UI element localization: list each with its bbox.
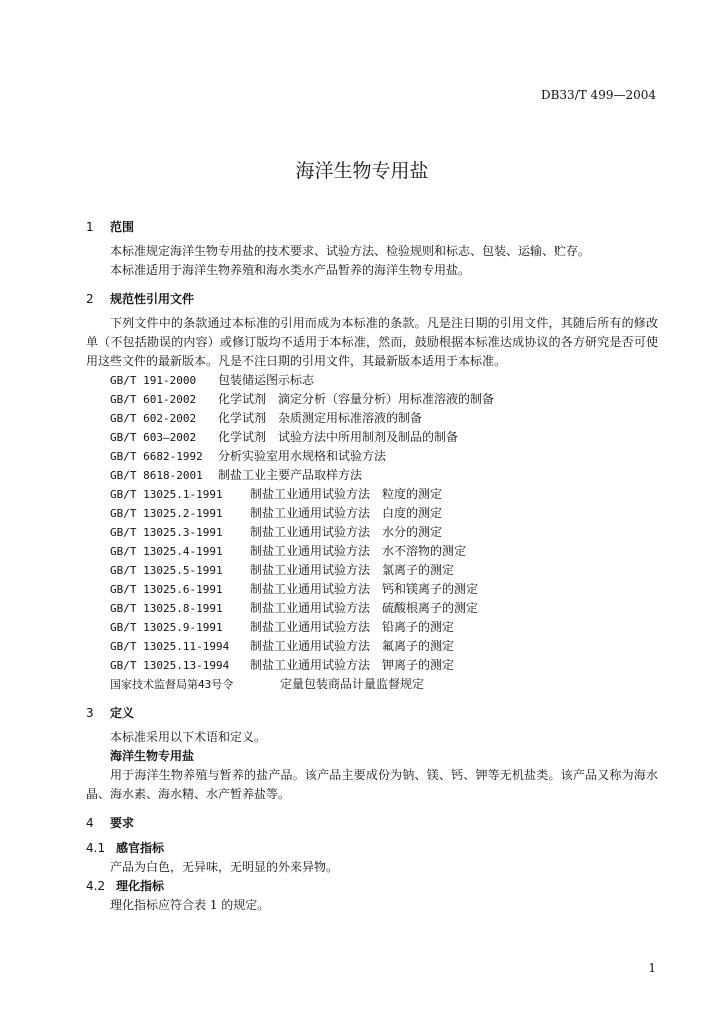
reference-code: GB/T 191-2000 [110,374,197,387]
reference-code: GB/T 602-2002 [110,412,197,425]
subsection-number: 4.1 [86,841,106,855]
reference-item [86,485,658,504]
reference-title: 制盐工业通用试验方法 硫酸根离子的测定 [250,601,479,615]
reference-title: 制盐工业通用试验方法 水不溶物的测定 [250,544,467,558]
reference-list [86,371,658,694]
reference-item [86,675,658,694]
page-number: 1 [648,961,656,975]
reference-item [86,371,658,390]
reference-code: GB/T 603—2002 [110,431,197,444]
reference-title: 制盐工业通用试验方法 钾离子的测定 [250,658,455,672]
reference-code: GB/T 6682-1992 [110,450,203,463]
reference-title: 制盐工业通用试验方法 铅离子的测定 [250,620,455,634]
reference-item [86,409,658,428]
term-name: 海洋生物专用盐 [110,749,195,763]
reference-code: GB/T 8618-2001 [110,469,203,482]
section-title: 要求 [110,816,135,830]
reference-title: 制盐工业通用试验方法 白度的测定 [250,506,443,520]
reference-title: 制盐工业通用试验方法 粒度的测定 [250,487,443,501]
reference-title: 制盐工业通用试验方法 氟离子的测定 [250,639,455,653]
subsection-heading [86,877,658,896]
section-title: 规范性引用文件 [110,292,195,306]
reference-item [86,580,658,599]
section-heading [86,218,658,237]
term-definition: 用于海洋生物养殖与暂养的盐产品。该产品主要成份为钠、镁、钙、钾等无机盐类。该产品又称为海水晶、海水素、海水精、水产暂养盐等。 [86,768,658,801]
reference-code: GB/T 13025.1-1991 [110,488,223,501]
reference-item [86,390,658,409]
section-heading [86,290,658,309]
subsection-title: 感官指标 [116,841,165,855]
reference-code: GB/T 13025.4-1991 [110,545,223,558]
paragraph: 本标准采用以下术语和定义。 [110,730,267,744]
section-number: 3 [86,706,94,720]
paragraph: 理化指标应符合表 1 的规定。 [110,898,270,912]
reference-item [86,447,658,466]
document-number: DB33/T 499—2004 [540,88,656,102]
reference-title: 制盐工业主要产品取样方法 [218,468,363,482]
reference-code: GB/T 601-2002 [110,393,197,406]
section-title: 定义 [110,706,135,720]
reference-item [86,523,658,542]
reference-title: 化学试剂 试验方法中所用制剂及制品的制备 [218,430,459,444]
reference-code: GB/T 13025.3-1991 [110,526,223,539]
reference-item [86,656,658,675]
reference-item [86,618,658,637]
reference-code: GB/T 13025.5-1991 [110,564,223,577]
reference-code: GB/T 13025.11-1994 [110,640,230,653]
reference-title: 定量包装商品计量监督规定 [280,677,425,691]
reference-item [86,428,658,447]
reference-code: 国家技术监督局第43号令 [110,678,234,691]
subsection-number: 4.2 [86,879,106,893]
subsection-heading [86,839,658,858]
paragraph: 产品为白色，无异味，无明显的外来异物。 [110,860,339,874]
reference-code: GB/T 13025.13-1994 [110,659,230,672]
reference-code: GB/T 13025.6-1991 [110,583,223,596]
reference-code: GB/T 13025.8-1991 [110,602,223,615]
reference-code: GB/T 13025.2-1991 [110,507,223,520]
paragraph: 本标准适用于海洋生物养殖和海水类水产品暂养的海洋生物专用盐。 [110,263,471,277]
section-heading [86,814,658,833]
reference-title: 化学试剂 滴定分析（容量分析）用标准溶液的制备 [218,392,495,406]
reference-item [86,561,658,580]
reference-item [86,504,658,523]
reference-title: 制盐工业通用试验方法 氯离子的测定 [250,563,455,577]
subsection-title: 理化指标 [116,879,165,893]
reference-title: 包装储运图示标志 [218,373,315,387]
reference-title: 制盐工业通用试验方法 钙和镁离子的测定 [250,582,479,596]
section-number: 2 [86,292,94,306]
reference-title: 化学试剂 杂质测定用标准溶液的制备 [218,411,423,425]
document-body [86,218,658,915]
reference-item [86,637,658,656]
reference-title: 制盐工业通用试验方法 水分的测定 [250,525,443,539]
reference-item [86,542,658,561]
reference-title: 分析实验室用水规格和试验方法 [218,449,387,463]
reference-item [86,599,658,618]
section-heading [86,704,658,723]
section-title: 范围 [110,220,135,234]
document-title: 海洋生物专用盐 [295,160,429,182]
section-number: 4 [86,816,94,830]
paragraph: 下列文件中的条款通过本标准的引用而成为本标准的条款。凡是注日期的引用文件，其随后所有的修改单（不包括勘误的内容）或修订版均不适用于本标准，然而，鼓励根据本标准达成协议的各方研究是否可使用这些文件的最新版本。凡是不注日期的引用文件，其最新版本适用于本标准。 [86,316,658,368]
reference-item [86,466,658,485]
section-number: 1 [86,220,94,234]
paragraph: 本标准规定海洋生物专用盐的技术要求、试验方法、检验规则和标志、包装、运输、贮存。 [110,244,591,258]
reference-code: GB/T 13025.9-1991 [110,621,223,634]
